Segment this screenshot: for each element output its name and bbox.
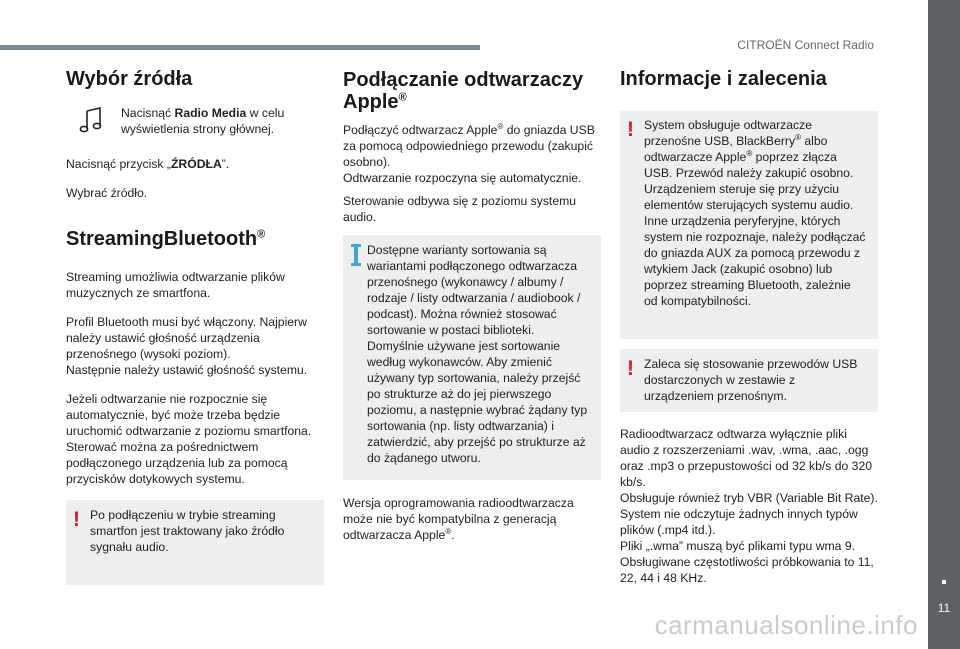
warning-box-streaming	[66, 500, 324, 585]
column-source-selection	[66, 64, 324, 585]
info-text-sorting: Dostępne warianty sortowania są wariantami podłączonego odtwarzacza przenośnego (wykonawcy / albumy / rodzaje / listy odtwarzania / audiobook / podcast). Można również stosować sortowanie w postaci biblioteki. Domyślnie używane jest sortowanie według wykonawców. Aby zmienić używany typ sortowania, należy przejść po strukturze aż do jej pierwszego poziomu, a następnie wybrać żądany typ sortowania (np. listy odtwarzania) i zatwierdzić, aby przejść po strukturze aż do żądanego utworu.	[367, 243, 588, 465]
press-sources-text: Nacisnąć przycisk „ŹRÓDŁA”.	[66, 157, 230, 171]
apple-paragraph-2: Sterowanie odbywa się z poziomu systemu audio.	[343, 194, 577, 224]
bt-paragraph-2: Profil Bluetooth musi być włączony. Najpierw należy ustawić głośność urządzenia przenośnego (wysoki poziom). Następnie należy ustawić głośność systemu.	[66, 315, 308, 377]
continuation-marker	[942, 580, 946, 584]
music-note-icon	[79, 107, 103, 138]
warning-icon: !	[627, 118, 634, 141]
bt-paragraph-1: Streaming umożliwia odtwarzanie plików muzycznych ze smartfona.	[66, 270, 285, 300]
info-box-sorting	[343, 235, 601, 480]
warning-text-streaming: Po podłączeniu w trybie streaming smartfon jest traktowany jako źródło sygnału audio.	[90, 508, 285, 554]
choose-source-text: Wybrać źródło.	[66, 186, 148, 200]
warning-icon: !	[73, 508, 80, 531]
column-recommendations	[620, 64, 878, 586]
warning-box-cables	[620, 349, 878, 412]
section-title-recommendations: Informacje i zalecenia	[620, 68, 827, 90]
section-title-apple: Podłączanie odtwarzaczy Apple®	[343, 69, 584, 113]
section-title-source: Wybór źródła	[66, 68, 193, 90]
section-title-bluetooth: StreamingBluetooth®	[66, 228, 266, 250]
page-number: 11	[937, 601, 951, 615]
watermark: carmanualsonline.info	[654, 610, 918, 640]
radio-media-text: Nacisnąć Radio Media w celu wyświetlenia strony głównej.	[121, 106, 285, 136]
warning-text-cables: Zaleca się stosowanie przewodów USB dostarczonych w zestawie z urządzeniem przenośnym.	[644, 357, 858, 403]
radio-media-note	[66, 105, 324, 137]
bt-paragraph-3: Jeżeli odtwarzanie nie rozpocznie się automatycznie, być może trzeba będzie uruchomić odtwarzanie z poziomu smartfona. Sterować można za pośrednictwem podłączonego urządzenia lub za pomocą przycisków dotykowych systemu.	[66, 392, 312, 486]
supported-formats-text: Radioodtwarzacz odtwarza wyłącznie pliki audio z rozszerzeniami .wav, .wma, .aac, .ogg oraz .mp3 o przepustowości od 32 kb/s do 320 kb/s. Obsługuje również tryb VBR (Variable Bit Rate). System nie odczytuje żadnych innych typów plików (.mp4 itd.). Pliki „.wma” muszą być plikami typu wma 9. Obsługiwane częstotliwości próbkowania to 11, 22, 44 i 48 KHz.	[620, 427, 878, 585]
header-brand: CITROËN Connect Radio	[737, 38, 874, 52]
side-tab	[928, 0, 960, 649]
warning-text-usb: System obsługuje odtwarzacze przenośne USB, BlackBerry® albo odtwarzacze Apple® poprzez złącza USB. Przewód należy zakupić osobno. Urządzeniem steruje się przy użyciu elementów sterujących systemu audio. Inne urządzenia peryferyjne, których system nie rozpoznaje, należy podłączać do gniazda AUX za pomocą przewodu z wtykiem Jack (zakupić osobno) lub poprzez streaming Bluetooth, zależnie od kompatybilności.	[644, 118, 866, 308]
header-rule	[0, 45, 480, 50]
warning-icon: !	[627, 357, 634, 380]
apple-paragraph-1: Podłączyć odtwarzacz Apple® do gniazda USB za pomocą odpowiedniego przewodu (zakupić osobno). Odtwarzanie rozpoczyna się automatycznie.	[343, 121, 595, 185]
apple-compat-text: Wersja oprogramowania radioodtwarzacza może nie być kompatybilna z generacją odtwarzacza Apple®.	[343, 496, 574, 542]
column-apple	[343, 64, 601, 543]
info-icon	[350, 244, 362, 271]
warning-box-usb	[620, 111, 878, 339]
